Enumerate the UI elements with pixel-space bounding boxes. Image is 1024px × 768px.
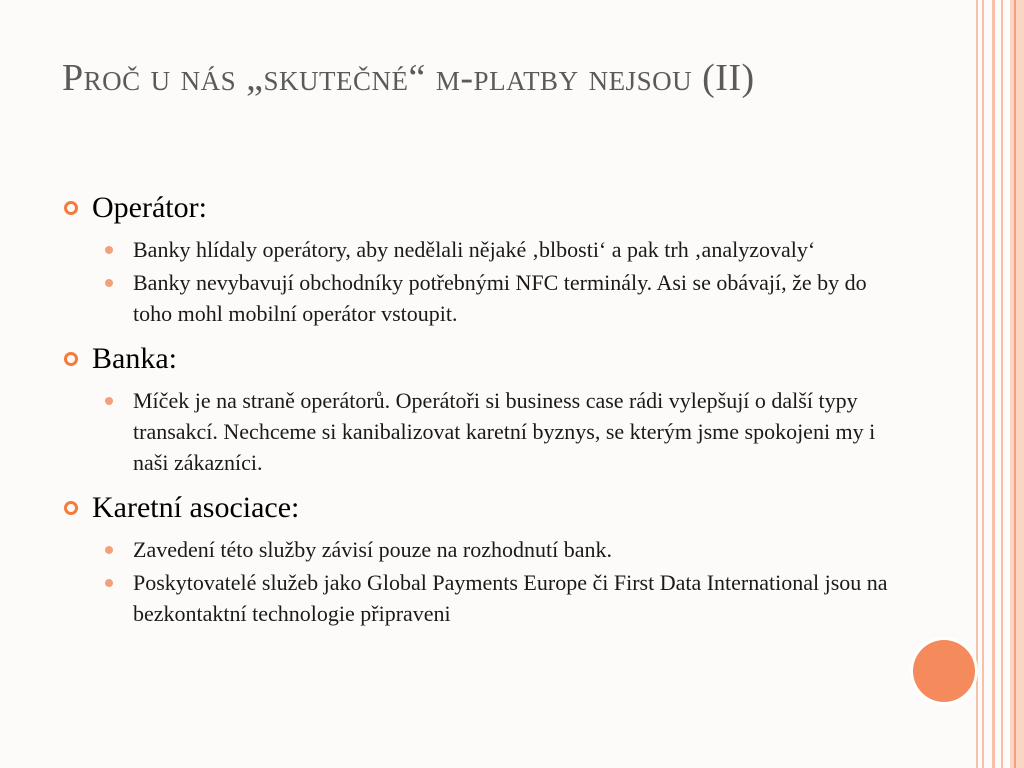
dot-bullet-icon — [105, 579, 113, 587]
bullet-list — [62, 534, 892, 629]
dot-bullet-icon — [105, 279, 113, 287]
list-item-text: Míček je na straně operátorů. Operátoři si business case rádi vylepšují o další typy transakcí. Nechceme si kanibalizovat karetní byznys, se kterým jsme spokojeni my i naši zákazníci. — [133, 388, 876, 475]
section-card-associations — [62, 490, 892, 629]
section-operator — [62, 190, 892, 329]
list-item-text: Poskytovatelé služeb jako Global Payments Europe či First Data International jsou na bezkontaktní technologie připraveni — [133, 570, 888, 626]
list-item — [105, 267, 892, 329]
list-item-text: Banky hlídaly operátory, aby nedělali nějaké ‚blbosti‘ a pak trh ‚analyzovaly‘ — [133, 237, 816, 262]
bullet-list — [62, 385, 892, 478]
ring-bullet-icon — [64, 201, 78, 215]
section-bank — [62, 341, 892, 478]
bullet-list — [62, 234, 892, 329]
list-item — [105, 567, 892, 629]
section-heading — [62, 341, 892, 377]
list-item — [105, 234, 892, 265]
decorative-orange-circle — [913, 640, 975, 702]
stripe — [1014, 0, 1016, 768]
decorative-stripes — [976, 0, 1024, 768]
stripe — [1001, 0, 1003, 768]
slide-title: Proč u nás „skutečné“ m-platby nejsou (II) — [62, 57, 755, 99]
list-item-text: Zavedení této služby závisí pouze na rozhodnutí bank. — [133, 537, 612, 562]
ring-bullet-icon — [64, 352, 78, 366]
ring-bullet-icon — [64, 501, 78, 515]
dot-bullet-icon — [105, 546, 113, 554]
dot-bullet-icon — [105, 397, 113, 405]
dot-bullet-icon — [105, 246, 113, 254]
slide-content — [62, 190, 892, 631]
section-heading-text: Operátor: — [92, 191, 207, 224]
section-heading-text: Banka: — [92, 342, 177, 375]
list-item — [105, 534, 892, 565]
list-item — [105, 385, 892, 478]
section-heading-text: Karetní asociace: — [92, 491, 300, 524]
stripe — [992, 0, 995, 768]
list-item-text: Banky nevybavují obchodníky potřebnými NFC terminály. Asi se obávají, že by do toho mohl mobilní operátor vstoupit. — [133, 270, 867, 326]
stripe — [1010, 0, 1024, 768]
stripe — [982, 0, 984, 768]
section-heading — [62, 190, 892, 226]
section-heading — [62, 490, 892, 526]
stripe — [976, 0, 978, 768]
